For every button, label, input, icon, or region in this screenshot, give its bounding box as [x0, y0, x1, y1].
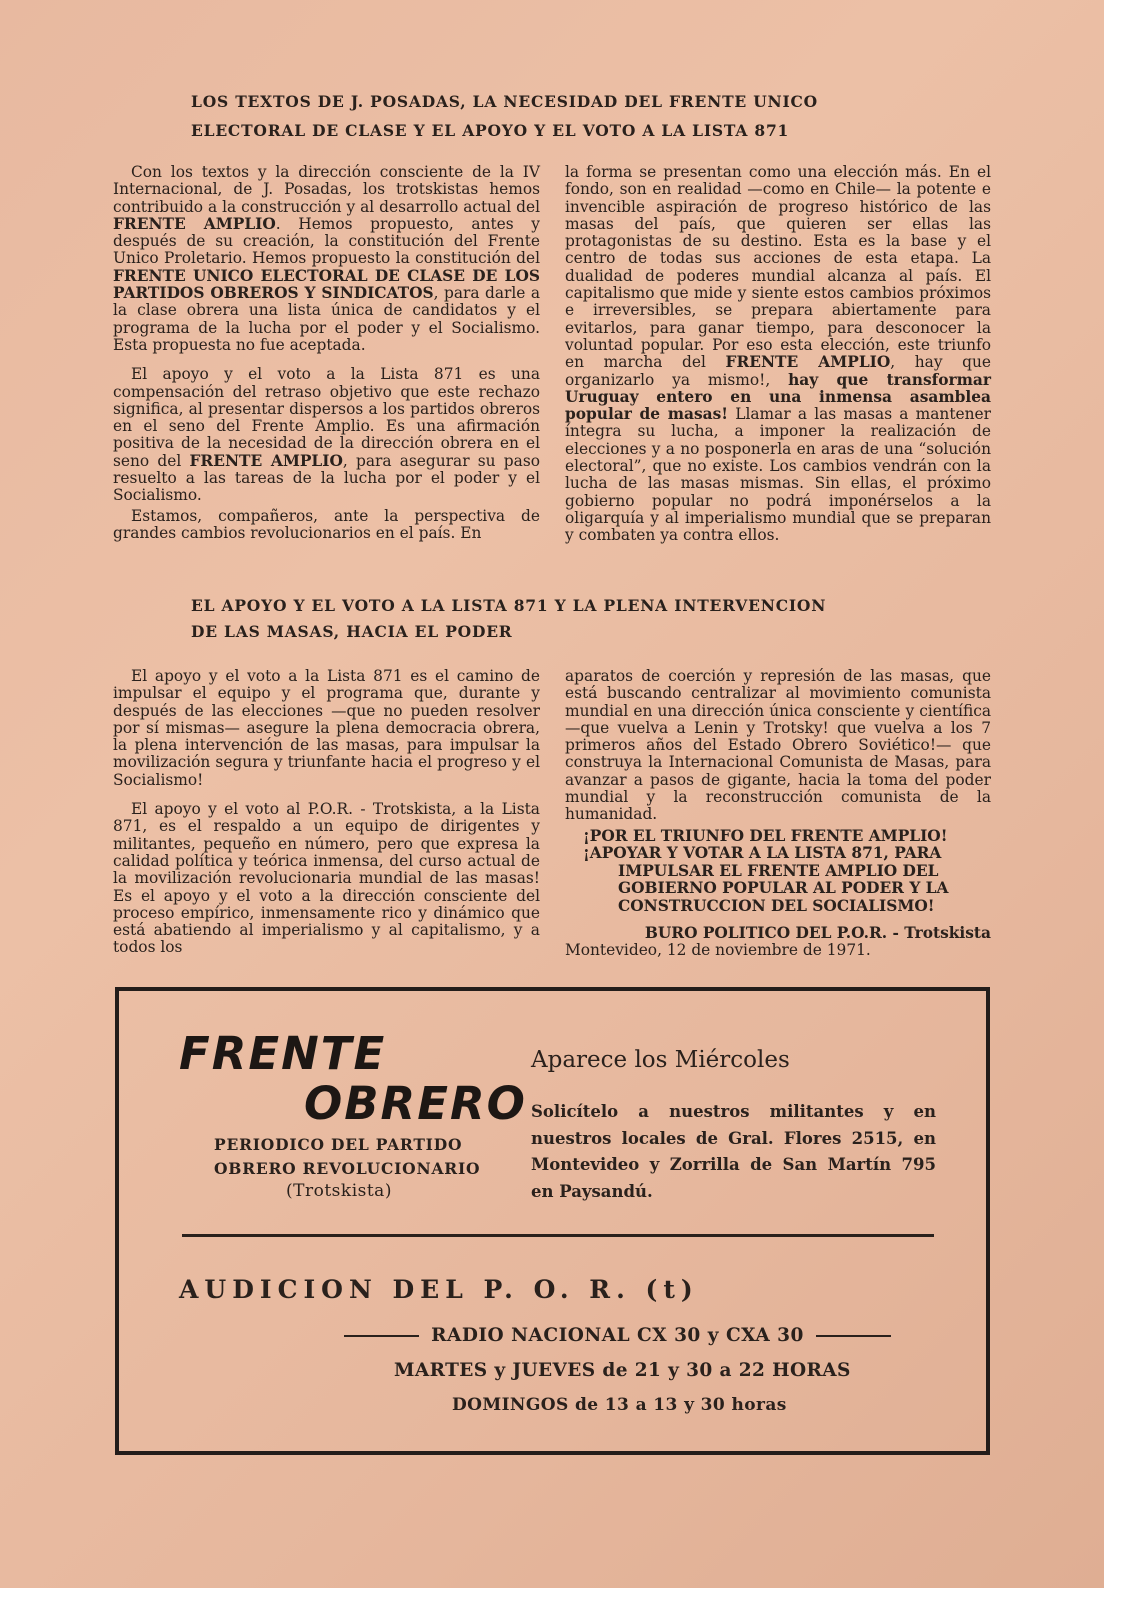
publication-day: Aparece los Miércoles: [531, 1047, 790, 1073]
section1-left-paragraph-2: El apoyo y el voto a la Lista 871 es una compensación del retraso objetivo que este rechazo significa, al presentar dispersos a los partidos obreros en el seno del Frente Amplio. Es una afirmación positiva de la necesidad de la dirección obrera en el seno del FRENTE AMPLIO, para asegurar su paso resuelto a las tareas de la lucha por el poder y el Socialismo.: [113, 365, 540, 505]
slogan-3: IMPULSAR EL FRENTE AMPLIO DEL GOBIERNO POPULAR AL PODER Y LA CONSTRUCCION DEL SOCIALISMO!: [618, 861, 949, 915]
section1-right-column: [565, 164, 991, 557]
section1-left-column: [113, 164, 540, 554]
dash-left: [344, 1335, 419, 1337]
section2-heading-line2: DE LAS MASAS, HACIA EL PODER: [191, 622, 513, 641]
section1-heading-line2: ELECTORAL DE CLASE Y EL APOYO Y EL VOTO A LA LISTA 871: [191, 121, 790, 140]
section2-left-paragraph-1: El apoyo y el voto a la Lista 871 es el camino de impulsar el equipo y el programa que, durante y después de las elecciones —que no pueden resolver por sí mismas— asegure la plena democracia obrera, la plena intervención de las masas, para impulsar la movilización segura y triunfante hacia el progreso y el Socialismo!: [113, 667, 540, 789]
signature: BURO POLITICO DEL P.O.R. - Trotskista: [644, 924, 991, 943]
dash-right: [816, 1335, 891, 1337]
section1-left-paragraph-3: Estamos, compañeros, ante la perspectiva de grandes cambios revolucionarios en el país. En: [113, 506, 540, 542]
place-date: Montevideo, 12 de noviembre de 1971.: [565, 941, 871, 960]
section2-heading-line1: EL APOYO Y EL VOTO A LA LISTA 871 Y LA PLENA INTERVENCION: [191, 596, 827, 615]
schedule-weekdays: MARTES y JUEVES de 21 y 30 a 22 HORAS: [394, 1360, 851, 1381]
section2-left-paragraph-2: El apoyo y el voto al P.O.R. - Trotskista, a la Lista 871, es el respaldo a un equipo de dirigentes y militantes, pequeño en número, pero que expresa la calidad política y teórica inmensa, del curso actual de la movilización revolucionaria mundial de las masas! Es el apoyo y el voto a la dirección consciente del proceso empírico, inmensamente rico y dinámico que está abatiendo al imperialismo y al capitalismo, y a todos los: [113, 800, 540, 957]
section1-left-paragraph-1: Con los textos y la dirección consciente de la IV Internacional, de J. Posadas, los trotskistas hemos contribuido a la construcción y al desarrollo actual del FRENTE AMPLIO. Hemos propuesto, antes y después de su creación, la constitución del Frente Unico Proletario. Hemos propuesto la constitución del FRENTE UNICO ELECTORAL DE CLASE DE LOS PARTIDOS OBREROS Y SINDICATOS, para darle a la clase obrera una lista única de candidatos y el programa de la lucha por el poder y el Socialismo. Esta propuesta no fue aceptada.: [113, 163, 540, 354]
solicit-text: Solicítelo a nuestros militantes y en nuestros locales de Gral. Flores 2515, en Montevideo y Zorrilla de San Martín 795 en Paysandú.: [531, 1102, 936, 1201]
section2-right-paragraph-1: aparatos de coerción y represión de las masas, que está buscando centralizar al movimiento comunista mundial en una dirección única consciente y científica —que vuelva a Lenin y Trotsky! que vuelva a los 7 primeros años del Estado Obrero Soviético!— que construya la Internacional Comunista de Masas, para avanzar a pasos de gigante, hacia la toma del poder mundial y la reconstrucción comunista de la humanidad.: [565, 667, 991, 824]
masthead-obrero: OBRERO: [304, 1077, 527, 1130]
slogan-1: ¡POR EL TRIUNFO DEL FRENTE AMPLIO!: [583, 826, 948, 845]
schedule-sundays: DOMINGOS de 13 a 13 y 30 horas: [452, 1395, 787, 1415]
section2-left-column: [113, 668, 540, 969]
section2-right-column: [565, 668, 991, 960]
signature-block: [565, 925, 991, 960]
masthead-subtitle-1: PERIODICO DEL PARTIDO: [214, 1135, 463, 1154]
slogan-2: ¡APOYAR Y VOTAR A LA LISTA 871, PARA: [583, 844, 942, 863]
section1-right-paragraph-1: la forma se presentan como una elección más. En el fondo, son en realidad —como en Chile— la potente e invencible aspiración de progreso histórico de las masas del país, que quieren ser ellas las protagonistas de su destino. Esta es la base y el centro de todas sus acciones de esta etapa. La dualidad de poderes mundial alcanza al país. El capitalismo que mide y siente estos cambios próximos e irreversibles, se prepara abiertamente para evitarlos, para ganar tiempo, para desconocer la voluntad popular. Por eso esta elección, este triunfo en marcha del FRENTE AMPLIO, hay que organizarlo ya mismo!, hay que transformar Uruguay entero en una inmensa asamblea popular de masas! Llamar a las masas a mantener íntegra su lucha, a imponer la realización de elecciones y a no posponerla en aras de una “solución electoral”, que no existe. Los cambios vendrán con la lucha de las masas mismas. Sin ellas, el próximo gobierno popular no podrá imponérselos a la oligarquía y al imperialismo mundial que se preparan y combaten ya contra ellos.: [565, 163, 991, 545]
masthead-frente: FRENTE: [179, 1027, 387, 1080]
radio-line: [344, 1325, 891, 1346]
masthead-subtitle-2: OBRERO REVOLUCIONARIO: [214, 1159, 481, 1178]
radio-station: RADIO NACIONAL CX 30 y CXA 30: [431, 1325, 804, 1346]
audition-title: AUDICION DEL P. O. R. (t): [179, 1275, 699, 1304]
advertisement-box: [115, 987, 990, 1455]
divider: [182, 1234, 934, 1237]
closing-slogans: [565, 828, 991, 916]
section1-heading-line1: LOS TEXTOS DE J. POSADAS, LA NECESIDAD DEL FRENTE UNICO: [191, 92, 818, 111]
masthead-subtitle-3: (Trotskista): [286, 1181, 392, 1201]
